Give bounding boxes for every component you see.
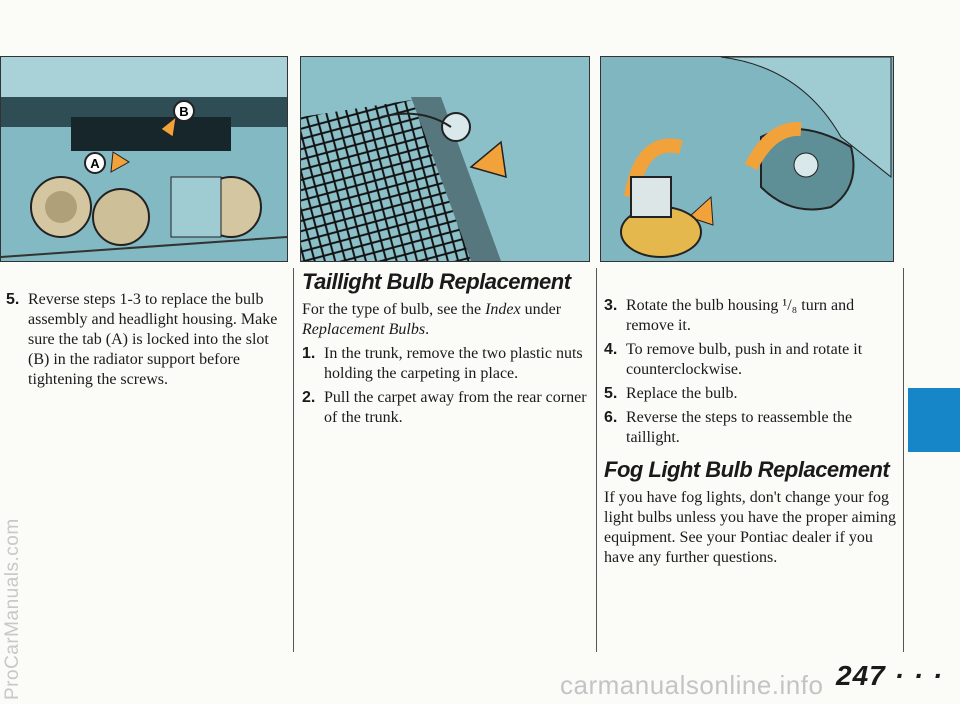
column-divider-1: [293, 268, 294, 652]
fog-light-heading: Fog Light Bulb Replacement: [604, 457, 890, 482]
taillight-illustration: [601, 57, 893, 261]
step-5-replace: [604, 384, 896, 404]
step-number: 3.: [604, 297, 618, 314]
taillight-photo: [600, 56, 894, 262]
column-divider-2: [596, 268, 597, 652]
right-column: [604, 296, 896, 572]
step-text: Reverse steps 1-3 to replace the bulb assembly and headlight housing. Make sure the tab (A) is locked into the slot (B) in the radiator support before tightening the screws.: [28, 291, 278, 388]
label-a: A: [90, 156, 100, 171]
step-number: 5.: [604, 385, 618, 402]
step-1: [302, 344, 590, 384]
index-ref: Index: [485, 301, 521, 318]
step-number: 4.: [604, 341, 618, 358]
section-tab: [908, 388, 960, 452]
step-text: In the trunk, remove the two plastic nuts holding the carpeting in place.: [324, 345, 583, 382]
side-watermark: ProCarManuals.com: [2, 518, 23, 700]
step-4: [604, 340, 896, 380]
middle-column: [302, 268, 590, 432]
headlight-assembly-photo: [0, 56, 288, 262]
step-text: Replace the bulb.: [626, 385, 738, 402]
step-text: Reverse the steps to reassemble the taillight.: [626, 409, 853, 446]
step-6: [604, 408, 896, 448]
taillight-heading: Taillight Bulb Replacement: [302, 269, 571, 294]
fog-light-text: If you have fog lights, don't change your fog light bulbs unless you have the proper aiming equipment. See your Pontiac dealer if you have any further questions.: [604, 489, 896, 566]
step-2: [302, 388, 590, 428]
step-number: 5.: [6, 291, 20, 308]
column-divider-3: [903, 268, 904, 652]
step-3: [604, 296, 896, 336]
label-b: B: [179, 104, 189, 119]
footer-watermark: carmanualsonline.info: [560, 670, 824, 700]
headlight-illustration: [1, 57, 287, 261]
page-number: 247 · · ·: [836, 660, 944, 691]
step-5: [6, 290, 286, 390]
step-text: Rotate the bulb housing ¹/₈ turn and remove it.: [626, 297, 855, 334]
step-text: Pull the carpet away from the rear corner of the trunk.: [324, 389, 587, 426]
left-column: [6, 290, 286, 394]
replacement-bulbs-ref: Replacement Bulbs: [302, 321, 426, 338]
step-text: To remove bulb, push in and rotate it counterclockwise.: [626, 341, 863, 378]
trunk-illustration: [301, 57, 589, 261]
trunk-carpet-photo: [300, 56, 590, 262]
taillight-intro: For the type of bulb, see the Index under Replacement Bulbs.: [302, 301, 562, 338]
step-number: 1.: [302, 345, 316, 362]
step-number: 2.: [302, 389, 316, 406]
step-number: 6.: [604, 409, 618, 426]
